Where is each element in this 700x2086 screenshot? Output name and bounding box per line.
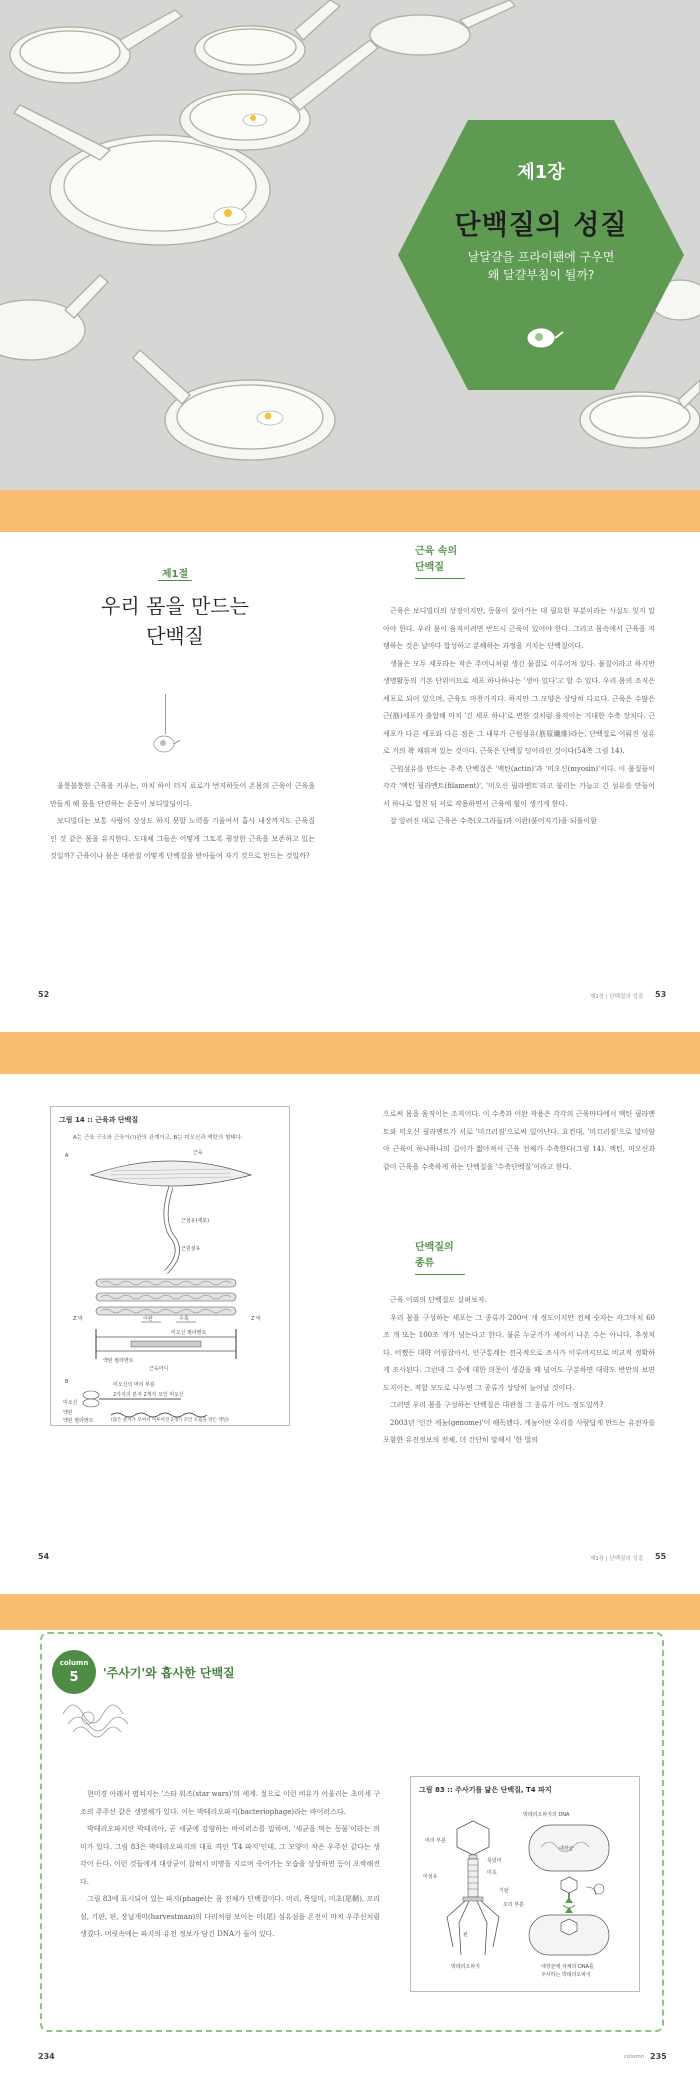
figure-description: A는 근육 구조와 근육이(!)완의 관계이고, B는 미오신과 액틴의 형태다.	[73, 1135, 243, 1141]
column-body	[80, 1786, 380, 1944]
section-number: 제1절	[161, 569, 189, 580]
paragraph: 근육은 보디빌더의 상징이지만, 동물이 살아가는 데 필요한 부분이라는 사실도 잊지 말아야 한다. 우리 몸이 움직이려면 반드시 근육이 있어야 한다. 그리고 몸속에서 근육을 지탱하는 것은 날마다 합성하고 분해하는 과정을 거치는 단백질이다.	[383, 607, 655, 650]
section-heading-line1: 근육 속의	[415, 546, 458, 557]
label-actin-filament: 액틴 필라멘트	[103, 1358, 134, 1364]
page-title-line1: 우리 몸을 만드는	[101, 594, 249, 618]
page-number: 55	[655, 1552, 667, 1561]
page-number: 53	[655, 990, 667, 999]
label-a: A	[65, 1153, 69, 1159]
paragraph: 생물은 모두 세포라는 작은 주머니처럼 생긴 물질로 이루어져 있다. 물질이라고 하지만 생명활동의 기본 단위이므로 세포 하나하나는 '생아 있다'고 할 수 있다. 우리 몸의 조직은 세포로 되어 있으며, 근육도 마찬가지다. 하지만 그 모양은 상당히 다르다. 근육은 수많은 근(筋)세포가 출합해 마치 '긴 세포 하나'로 변한 것처럼 움직이는 거대한 수축 장치다. 근세포가 다른 세포와 다른 점은 그 내부가 근원섬유(筋原纖維)라는, 단백질로 이뤄진 섬유로 거의 꽉 채워져 있는 것이다. 근육은 단백질 덩어리인 것이다(54쪽 그림 14).	[383, 659, 655, 755]
running-head: 제1장 | 단백질의 성질	[590, 994, 644, 1000]
t4-phage-diagram	[411, 1777, 641, 1993]
tangled-strands-illustration	[58, 1694, 138, 1744]
label-inject-desc2: 주사하는 박테리오파지	[541, 1972, 591, 1978]
column-badge	[52, 1650, 96, 1694]
orange-divider	[0, 1594, 700, 1630]
column-badge-word: column	[59, 1659, 89, 1667]
label-myosin-b: 미오신	[63, 1400, 78, 1406]
page-number: 52	[38, 990, 50, 999]
label-myosin-head: 미오신의 머리 부분	[113, 1382, 155, 1388]
running-head: 제1장 | 단백질의 성질	[590, 1556, 644, 1562]
chapter-cover	[0, 0, 700, 490]
label-z-disk-right: Z 막	[251, 1316, 261, 1322]
label-head: 머리 부분	[425, 1838, 446, 1844]
label-tail-sheath: 미초	[487, 1870, 497, 1876]
label-b: B	[65, 1379, 69, 1385]
orange-divider	[0, 1032, 700, 1074]
chapter-label: 제1장	[517, 162, 565, 183]
page52-body	[50, 778, 315, 866]
label-actin-filament-b: 액틴 필라멘트	[63, 1418, 94, 1424]
label-muscle: 근육	[193, 1150, 203, 1156]
paragraph: 그러면 우리 몸을 구성하는 단백질은 대관절 그 종류가 어느 정도일까?	[390, 1401, 604, 1409]
paragraph: 으로써 몸을 움직이는 조직이다. 이 수축과 이완 작용은 각각의 근육마다에서 액틴 필라멘트와 미오신 필라멘트가 서로 '미끄러짐'으로써 일어난다. 요컨대, '미끄러짐'으로 말미암아 근육이 하나하나의 길이가 짧아져서 근육 전체가 수축한다(그림 14). 액틴, 미오신과 같이 근육을 수축하게 하는 단백질을 '수축단백질'이라고 한다.	[383, 1110, 655, 1171]
fried-egg-icon	[152, 732, 182, 756]
paragraph: 우리 몸을 구성하는 세포는 그 종류가 200여 개 정도이지만 전체 숫자는 자그마치 60조 개 또는 100조 개가 넘는다고 한다. 물론 누군가가 세어서 나온 수는 아니다. 추정치다. 어쨌든 대략 어림잡아서, 인구통계는 전국적으로 조사가 이루어지므로 비교적 정확하게 조사된다. 그런데 그 중에 대한 의문이 생겼을 때 넘어도 구분하면 대략도 반만의 보편 도지이는, 적합 모도로 나누면 그 종류가 상당히 늘어날 것이다.	[383, 1313, 655, 1392]
paragraph: 근육 이외의 단백질도 살펴보자.	[390, 1296, 487, 1304]
paragraph: 그림 83에 표시되어 있는 파지(phage)는 몸 전체가 단백질이다. 머리, 목덜미, 미초(尾鞘), 꼬리 섬, 기판, 핀, 장닐개미(harvestman)의 다리처럼 보이는 미(尾) 섬유섬을 온전이 마치 우주선처럼 생겼다. 머릿속에는 파지의 유전 정보가 담긴 DNA가 들어 있다.	[80, 1895, 380, 1938]
label-contract: 수축	[179, 1316, 189, 1322]
page55-body-bottom	[383, 1292, 655, 1450]
page53-body	[383, 603, 655, 831]
decorative-line	[165, 694, 166, 734]
label-myosin-desc: 2가지의 분자 2개가 꼬인 미오신	[113, 1392, 184, 1398]
label-inject-desc1: 대장균에 자체의 DNA를	[541, 1964, 594, 1970]
figure-83	[410, 1776, 640, 1992]
page-title-line2: 단백질	[146, 624, 204, 648]
label-muscle-fiber: 근섬유(세포)	[181, 1218, 210, 1224]
label-actin-desc: (많은 분자가 모여서 이루어진 2개가 꼬인 모습을 만든 액틴)	[111, 1418, 229, 1423]
column-badge-number: 5	[69, 1670, 79, 1685]
section-heading	[415, 1240, 454, 1272]
paragraph: 울퉁불퉁한 근육을 키우는, 마치 하이 터지 료로가 번지하듯이 온몸의 근육이 근육을 만들게 해 몸을 단련하는 운동이 보디빌딩이다.	[50, 782, 315, 808]
page-number: 235	[650, 2052, 667, 2061]
page55-body-top	[383, 1106, 655, 1176]
orange-divider	[0, 490, 700, 532]
chapter-subtitle-line2: 왜 달걀부침이 될까?	[487, 268, 595, 282]
section-heading	[415, 544, 457, 576]
paragraph: 2003년 '인간 게놈(genome)'이 해독됐다. 게놈이란 우리를 사람답게 만드는 유전자를 포함한 유전정보의 전체, 더 간단히 말해서 '한 벌의	[383, 1418, 655, 1444]
paragraph: 보디빌더는 보통 사람이 상상도 하지 못할 노력을 기울여서 흡사 내장까지도 근육질인 것 같은 몸을 유지한다. 도대체 그들은 어떻게 그토록 굉장한 근육을 보존하고 있는 것일까? 근육이나 몸은 대관절 어떻게 단백질을 받아들여 자기 것으로 만드는 것일까?	[50, 817, 315, 860]
label-phage-name: 박테리오파지	[451, 1964, 480, 1970]
label-base-plate: 기판	[499, 1888, 509, 1894]
label-neck: 목덜미	[487, 1858, 502, 1864]
section-heading-underline	[415, 578, 465, 579]
chapter-title: 단백질의 성질	[454, 210, 628, 241]
paragraph: 현미경 아래서 펼쳐지는 '스타 워즈(star wars)'의 세계. 절으로 이런 비유가 어울리는 초미세 구조의 주주선 같은 생명체가 있다. 이는 박테리오파지(bacteriophage)라는 바이러스다.	[80, 1790, 380, 1816]
figure-14	[50, 1106, 290, 1426]
section-number-rule	[158, 580, 192, 581]
label-tail-part: 꼬리 부분	[503, 1902, 524, 1908]
label-sarcomere: 근육마디	[149, 1366, 169, 1372]
chapter-subtitle-line1: 날달걀을 프라이팬에 구우면	[467, 250, 615, 264]
page-number: 54	[38, 1552, 50, 1561]
label-myofibril: 근원섬유	[181, 1246, 201, 1252]
running-head: column	[624, 2054, 645, 2060]
figure-caption: 그림 14 :: 근육과 단백질	[59, 1116, 139, 1124]
label-pin: 핀	[463, 1932, 468, 1938]
label-phage-dna: 박테리오파지의 DNA	[523, 1812, 570, 1818]
figure-caption: 그림 83 :: 주사기를 닮은 단백질, T4 파지	[419, 1786, 552, 1794]
paragraph: 근원섬유를 만드는 주축 단백질은 '액틴(actin)'과 '미오신(myosin)'이다. 이 물질들이 각각 '액틴 필라멘트(filament)', '미오신 필라멘트'라고 불리는 가늘고 긴 섬유를 만들어서 하나로 합친 뒤 서로 작용하면서 근육에 힘이 생기게 한다.	[383, 764, 655, 808]
label-host: 대장균	[559, 1846, 574, 1852]
column-title: '주사기'와 흡사한 단백질	[103, 1666, 235, 1680]
section-heading-line2: 단백질	[415, 562, 444, 573]
section-heading-line1: 단백질의	[415, 1242, 454, 1253]
muscle-structure-diagram	[51, 1107, 291, 1427]
label-relax: 이완	[143, 1316, 153, 1322]
paragraph: 잘 알려진 대로 근육은 수축(오그라듦)과 이완(풀어지기)을 되풀이함	[390, 817, 597, 825]
label-tail-fiber: 미섬유	[423, 1874, 438, 1880]
label-z-disk-left: Z 막	[73, 1316, 83, 1322]
label-myosin-filament: 미오신 필라멘트	[171, 1330, 207, 1336]
label-actin-b: 액틴	[63, 1410, 73, 1416]
paragraph: 박테리오파지란 박테리아, 곧 세균에 감염하는 바이러스를 말하며, '세균을 먹는 동물'이라는 의미가 있다. 그림 83은 박테리오파지의 대표 격인 'T4 파지'인데, 그 모양이 작은 우주선 같다는 생각이 든다. 이런 것들에게 대상균이 잡혀서 비명을 지르며 죽어가는 모습을 상상하면 등이 오싹해진다.	[80, 1825, 380, 1886]
page-number: 234	[38, 2052, 55, 2061]
section-heading-underline	[415, 1274, 465, 1275]
section-heading-line2: 종류	[415, 1258, 435, 1269]
